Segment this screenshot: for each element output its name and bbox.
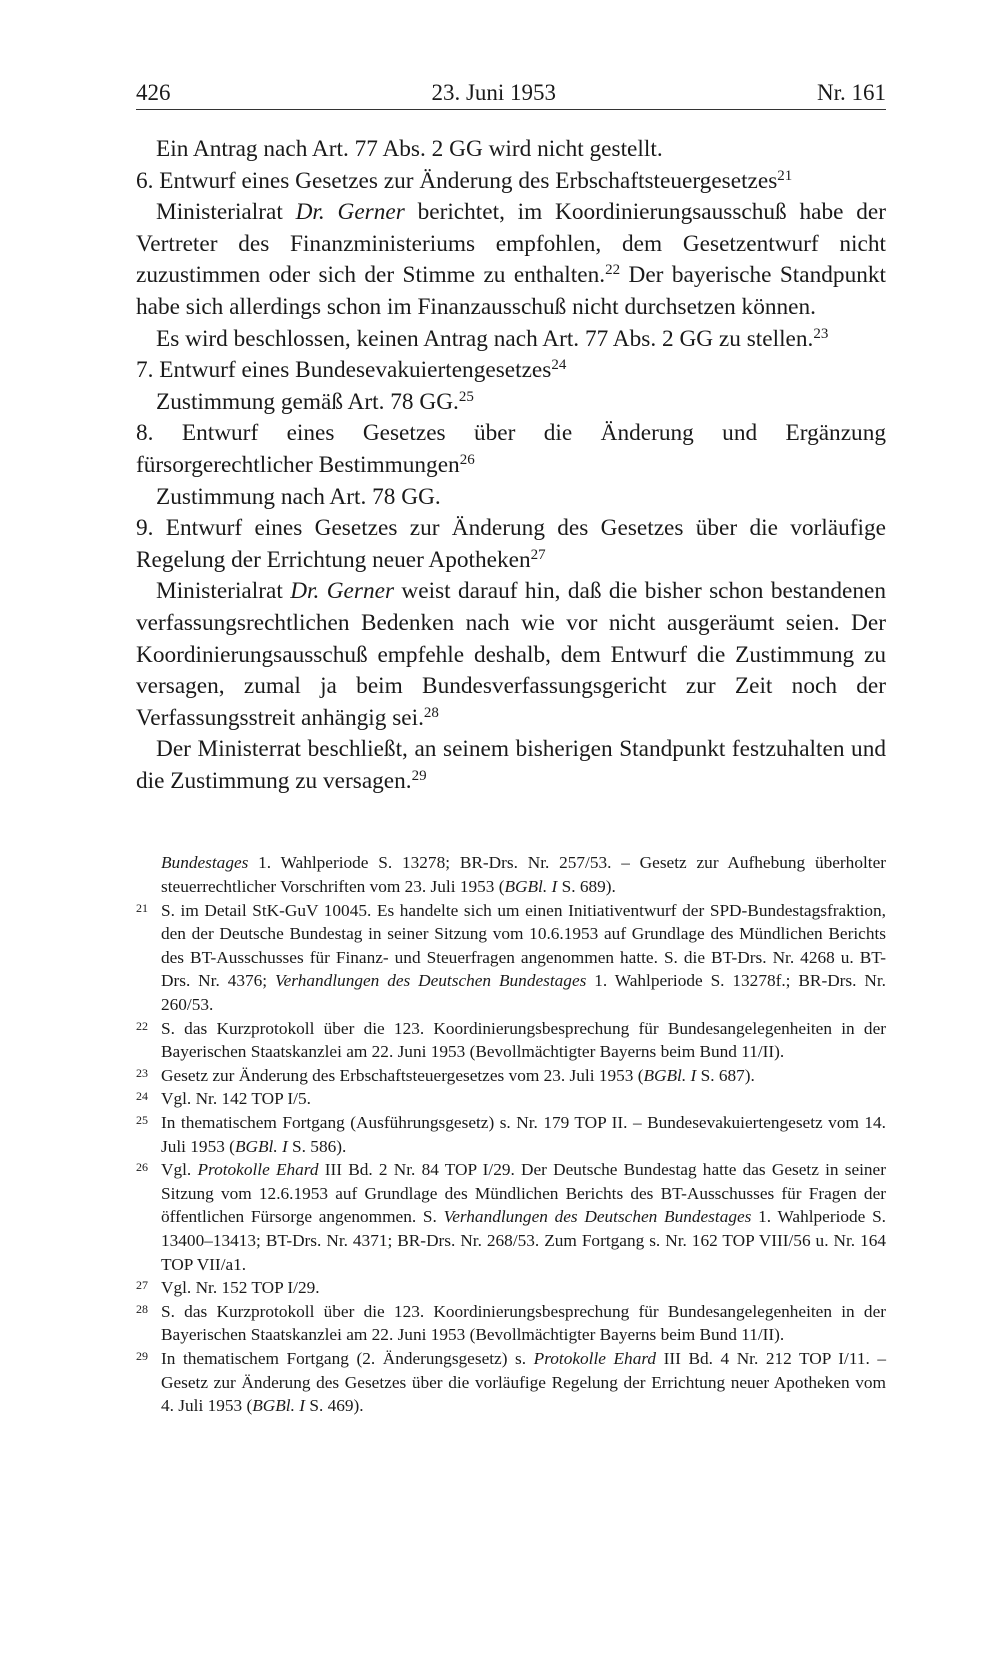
footnote-29: 29 In thematischem Fortgang (2. Änderungsgesetz) s. Protokolle Ehard III Bd. 4 Nr. 212 TOP I/11. – Gesetz zur Änderung des Gesetzes über die vorläufige Regelung der Errichtung neuer Apotheken vom 4. Juli 1953 (BGBl. I S. 469). [136, 1347, 886, 1418]
footnote-number: 27 [136, 1278, 148, 1293]
footnote-number: 29 [136, 1348, 148, 1363]
running-header [136, 80, 886, 110]
footnote-number: 22 [136, 1018, 148, 1033]
footnote-number: 24 [136, 1089, 148, 1104]
footnote-21: 21 S. im Detail StK-GuV 10045. Es handelte sich um einen Initiativentwurf der SPD-Bundestagsfraktion, den der Deutsche Bundestag in seiner Sitzung vom 10.6.1953 auf Grundlage des Mündlichen Berichts des BT-Ausschusses für Finanz- und Steuerfragen angenommen hatte. S. die BT-Drs. Nr. 4268 u. BT-Drs. Nr. 4376; Verhandlungen des Deutschen Bundestages 1. Wahlperiode S. 13278f.; BR-Drs. Nr. 260/53. [136, 899, 886, 1017]
header-date: 23. Juni 1953 [431, 80, 557, 105]
footnote-number: 25 [136, 1113, 148, 1127]
paragraph: Ministerialrat Dr. Gerner weist darauf hin, daß die bisher schon bestandenen verfassungsrechtlichen Bedenken nach wie vor nicht ausgeräumt seien. Der Koordinierungsausschuß empfehle deshalb, dem Entwurf die Zustimmung zu versagen, zumal ja beim Bundesverfassungsgericht zur Zeit noch der Verfassungsstreit anhängig sei.$^{28}$ [136, 578, 886, 731]
footnote-25: 25 In thematischem Fortgang (Ausführungsgesetz) s. Nr. 179 TOP II. – Bundesevakuiertengesetz vom 14. Juli 1953 (BGBl. I S. 586). [136, 1111, 886, 1158]
footnote-ref: 24 [551, 357, 567, 374]
footnote-number: 23 [136, 1065, 148, 1080]
footnote-ref: 22 [605, 262, 621, 279]
footnote-number: 21 [136, 900, 148, 915]
footnote-23: 23 Gesetz zur Änderung des Erbschaftsteuergesetzes vom 23. Juli 1953 (BGBl. I S. 687). [136, 1064, 886, 1088]
footnote-ref: 27 [530, 546, 546, 563]
footnote-28: 28 S. das Kurzprotokoll über die 123. Koordinierungsbesprechung für Bundesangelegenheiten in der Bayerischen Staatskanzlei am 22. Juni 1953 (Bevollmächtigter Bayerns beim Bund 11/II). [136, 1300, 886, 1347]
protocol-number: Nr. 161 [817, 80, 886, 105]
footnote-continuation: Bundestages 1. Wahlperiode S. 13278; BR-Drs. Nr. 257/53. – Gesetz zur Aufhebung überholter steuerrechtlicher Vorschriften vom 23. Juli 1953 (BGBl. I S. 689). [161, 853, 886, 897]
footnote-24: 24 Vgl. Nr. 142 TOP I/5. [136, 1087, 886, 1111]
paragraph: Der Ministerrat beschließt, an seinem bisherigen Standpunkt festzuhalten und die Zustimmung zu versagen.$^{29}$ [136, 736, 886, 794]
page-number: 426 [136, 80, 171, 105]
person-name: Dr. Gerner [295, 199, 405, 226]
footnote-22: 22 S. das Kurzprotokoll über die 123. Koordinierungsbesprechung für Bundesangelegenheiten in der Bayerischen Staatskanzlei am 22. Juni 1953 (Bevollmächtigter Bayerns beim Bund 11/II). [136, 1017, 886, 1064]
person-name: Dr. Gerner [290, 578, 395, 605]
footnote-ref: 26 [459, 451, 475, 468]
paragraph: Zustimmung nach Art. 78 GG. [156, 483, 441, 510]
footnotes [136, 851, 886, 1417]
footnote-26: 26 Vgl. Protokolle Ehard III Bd. 2 Nr. 84 TOP I/29. Der Deutsche Bundestag hatte das Gesetz in seiner Sitzung vom 12.6.1953 auf Grundlage des Mündlichen Berichts des BT-Ausschusses für Fragen der öffentlichen Fürsorge angenommen. S. Verhandlungen des Deutschen Bundestages 1. Wahlperiode S. 13400–13413; BT-Drs. Nr. 4371; BR-Drs. Nr. 268/53. Zum Fortgang s. Nr. 162 TOP VIII/56 u. Nr. 164 TOP VII/a1. [136, 1158, 886, 1276]
footnote-ref: 21 [777, 167, 793, 184]
agenda-item-8-title: 8. Entwurf eines Gesetzes über die Änderung und Ergänzung fürsorgerechtlicher Bestimmungen$^{26}$ [136, 420, 886, 478]
paragraph: Ministerialrat Dr. Gerner berichtet, im Koordinierungsausschuß habe der Vertreter des Finanzministeriums empfohlen, dem Gesetzentwurf nicht zuzustimmen oder sich der Stimme zu enthalten.$^{22}$ Der bayerische Standpunkt habe sich allerdings schon im Finanzausschuß nicht durchsetzen können. [136, 199, 886, 320]
agenda-item-7-title: 7. Entwurf eines Bundesevakuiertengesetzes$^{24}$ [136, 357, 567, 384]
main-text [136, 134, 886, 797]
footnote-ref: 25 [458, 388, 474, 405]
paragraph: Es wird beschlossen, keinen Antrag nach Art. 77 Abs. 2 GG zu stellen.$^{23}$ [156, 325, 829, 352]
footnote-number: 28 [136, 1301, 148, 1316]
paragraph: Zustimmung gemäß Art. 78 GG.$^{25}$ [156, 388, 474, 415]
paragraph: Ein Antrag nach Art. 77 Abs. 2 GG wird nicht gestellt. [156, 136, 663, 162]
agenda-item-9-title: 9. Entwurf eines Gesetzes zur Änderung des Gesetzes über die vorläufige Regelung der Errichtung neuer Apotheken$^{27}$ [136, 515, 886, 573]
footnote-ref: 23 [813, 325, 829, 342]
footnote-27: 27 Vgl. Nr. 152 TOP I/29. [136, 1276, 886, 1300]
footnote-number: 26 [136, 1160, 148, 1175]
agenda-item-6-title: 6. Entwurf eines Gesetzes zur Änderung des Erbschaftsteuergesetzes$^{21}$ [136, 167, 793, 194]
footnote-ref: 28 [423, 704, 439, 721]
document-page [136, 80, 886, 1418]
footnote-ref: 29 [411, 767, 427, 784]
